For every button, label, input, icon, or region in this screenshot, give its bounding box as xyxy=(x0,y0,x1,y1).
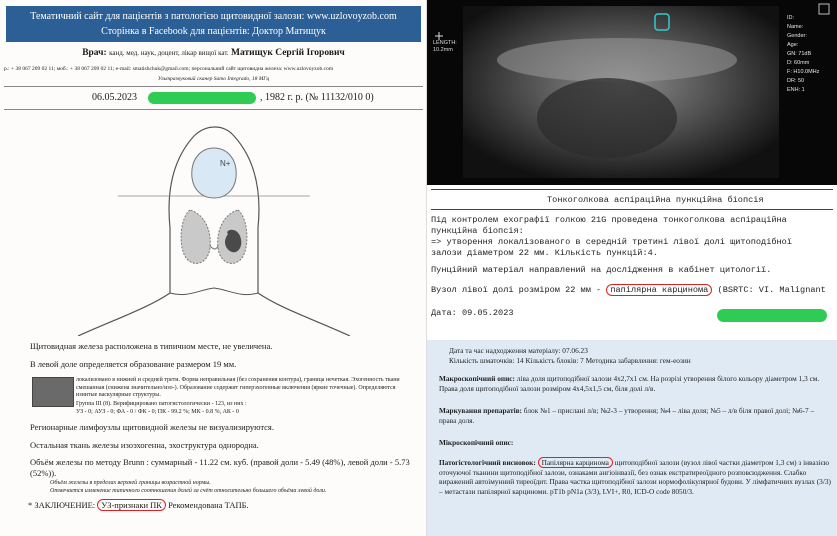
doctor-prefix: Врач: xyxy=(82,48,107,58)
header-line-1: Тематичний сайт для пацієнтів з патологією щитовидної залози: www.uzlovoyzob.com xyxy=(30,11,397,22)
biopsy-result-line xyxy=(431,285,826,295)
ultrasound-scan-image xyxy=(427,0,837,185)
header-line-2: Сторінка в Facebook для пацієнтів: Доктор Матищук xyxy=(101,26,326,37)
measurement-readout xyxy=(433,40,457,54)
biopsy-date: Дата: 09.05.2023 xyxy=(431,308,514,318)
path-pieces: Кількість шматочків: 14 Кількість блоків: 7 Методика забарвлення: гем-еозин xyxy=(449,356,691,365)
doctor-titles: канд. мед. наук, доцент, лікар вищої кат. xyxy=(109,49,229,57)
path-micro-label: Мікроскопічний опис: xyxy=(439,438,514,447)
neck-thyroid-diagram xyxy=(78,118,350,336)
report-conclusion xyxy=(28,500,413,511)
report-volume-note-1: Объём железы в пределах верхней границы возрастной нормы. xyxy=(50,480,211,486)
path-received: Дата та час надходження матеріалу: 07.06.23 xyxy=(449,346,588,355)
exam-date-row xyxy=(4,86,423,110)
report-paragraph-volume: Объём железы по методу Brunn : суммарный - 11.22 см. куб. (правой доли - 5.49 (48%), левой доли - 5.73 (52%)). xyxy=(30,457,410,478)
biopsy-line-3: => утворення локалізованого в середній третині лівої долі щитоподібної xyxy=(431,237,792,247)
biopsy-title-separator xyxy=(431,209,833,210)
right-thyroid-lobe xyxy=(181,210,210,263)
path-conclusion-label: Патогістологічний висновок: xyxy=(439,458,536,467)
biopsy-line-2: пункційна біопсія: xyxy=(431,226,524,236)
scan-parameters xyxy=(787,14,835,95)
nodule-thumbnail-image xyxy=(32,377,74,407)
neck-label-text: N+ xyxy=(220,159,231,168)
conclusion-prefix: * ЗАКЛЮЧЕНИЕ: xyxy=(28,500,96,510)
param-gain: GN: 71dB xyxy=(787,51,812,57)
path-macro-label: Макроскопічний опис: xyxy=(439,374,515,383)
param-dynamic-range: DR: 50 xyxy=(787,78,805,84)
contacts-line: р.: + 38 067 209 02 11; моб.: + 38 067 209 02 11; e-mail: smatishchuk@gmail.com; персональний сайт щитовидна железа: www.uzlovoyzob.com xyxy=(4,66,334,72)
birth-record: , 1982 г. р. (№ 11132/010 0) xyxy=(260,92,374,103)
nodule-statistics: УЗ - 0; АУЗ - 0; ФА - 0 / ФК - 0; ПК - 99.2 %; МК - 0.8 %, АК - 0 xyxy=(76,409,239,415)
param-enhancement: ENH: 1 xyxy=(787,87,805,93)
equipment-line: Ультразвуковий сканер Samo Integrado, 18 МГц xyxy=(157,76,270,82)
nodule-group: Группа III (8). Верифицировано патогистологически - 123, из них : xyxy=(76,401,247,407)
param-name: Name: xyxy=(787,24,804,30)
path-conclusion-text: щитоподібної залози (вузол лівої частки діаметром 1,3 см) з інвазією оточуючої тканини щитоподібної залози, ознаками ангіоінвазії, без ознак екстратиреоїдного розповсюдження. Слабко виражений автоімунний тиреоїдит. Права частка щитоподібної залози нормофолікулярної будови. У лімфатичних вузлах (3/3) – метастази папілярної карциноми. pT1b pN1a (3/3), LVI+, R0, ICD-O code 8050/3. xyxy=(439,458,831,496)
path-marking-text: блок №1 – прислані л/в; №2-3 – утворення; №4 – ліва доля; №5 – л/в біля правої долі; №6-7 – права доля. xyxy=(439,406,815,425)
clavicle-line xyxy=(170,288,258,295)
doctor-name: Матищук Сергій Ігорович xyxy=(231,48,345,58)
param-age: Age: xyxy=(787,42,799,48)
param-frequency: F: H10.0MHz xyxy=(787,69,820,75)
report-volume-note-2: Отмечается изменение типичного соотношения долей за счёт относительно большего объёма левой доли. xyxy=(50,488,327,494)
path-conclusion xyxy=(439,458,831,496)
param-id: ID: xyxy=(787,15,795,21)
length-value: 10.2mm xyxy=(433,47,453,53)
param-gender: Gender: xyxy=(787,33,807,39)
path-conclusion-highlight: Папілярна карцинома xyxy=(538,457,613,468)
biopsy-title: Тонкоголкова аспіраційна пункційна біопсія xyxy=(547,195,764,205)
path-micro xyxy=(439,438,831,448)
path-marking xyxy=(439,406,831,425)
report-paragraph-1: Щитовидная железа расположена в типичном месте, не увеличена. xyxy=(30,341,273,351)
biopsy-line-5: Пунційний матеріал направлений на дослідження в кабінет цитології. xyxy=(431,265,772,275)
ultrasound-image-panel xyxy=(427,0,837,185)
scan-upper-tissue xyxy=(497,38,737,82)
length-label: LENGTH: xyxy=(433,40,457,46)
conclusion-highlight: УЗ-признаки ПК xyxy=(97,499,166,511)
param-depth: D: 60mm xyxy=(787,60,810,66)
biopsy-result-suffix: (BSRTC: VI. Malignant xyxy=(717,285,826,295)
exam-date: 06.05.2023 xyxy=(92,92,137,103)
path-macro-text: ліва доля щитоподібної залози 4х2,7х1 см. На розрізі утворення білого кольору діаметром 1,3 см. Права доля щитоподібної залози розміром 4х4,5х1,5 см, біля долі л/в. xyxy=(439,374,820,393)
pathology-report xyxy=(427,340,837,536)
biopsy-line-1: Під контролем ехографії голкою 21G проведена тонкоголкова аспіраційна xyxy=(431,215,787,225)
report-paragraph-lymph-nodes: Регионарные лимфоузлы щитовидной железы не визуализируются. xyxy=(30,422,274,432)
biopsy-name-redaction xyxy=(717,309,827,322)
report-paragraph-2: В левой доле определяется образование размером 19 мм. xyxy=(30,359,237,369)
trachea-shape xyxy=(192,148,236,198)
conclusion-suffix: Рекомендована ТАПБ. xyxy=(168,500,249,510)
biopsy-result-prefix: Вузол лівої долі розміром 22 мм - xyxy=(431,285,602,295)
biopsy-result-highlight: папілярна карцинома xyxy=(606,284,712,296)
biopsy-line-4: залози діаметром 22 мм. Кількість пункцій:4. xyxy=(431,248,658,258)
site-header-banner xyxy=(6,6,421,42)
nodule-description: локализовано в нижней и средней трети. Форма неправильная (без сохранения контура), граница нечеткая. Эхогенность ткани смешанная (снижена значительно/изо-). Образование содержит гиперэхогенные включения (яркие точечные). Определяются изнитые васкулярные структуры. xyxy=(76,377,400,398)
scan-hypoechoic-region xyxy=(537,78,677,158)
thyroid-body-mark-icon xyxy=(819,4,829,14)
path-macro xyxy=(439,374,831,393)
thyroid-isthmus xyxy=(210,246,218,249)
report-paragraph-tissue: Остальная ткань железы изоэхогенна, эхоструктура однородна. xyxy=(30,440,259,450)
doctor-line xyxy=(6,48,421,58)
biopsy-report xyxy=(427,185,837,340)
biopsy-top-separator xyxy=(431,189,833,190)
patient-name-redaction xyxy=(148,92,256,104)
path-marking-label: Маркування препаратів: xyxy=(439,406,522,415)
